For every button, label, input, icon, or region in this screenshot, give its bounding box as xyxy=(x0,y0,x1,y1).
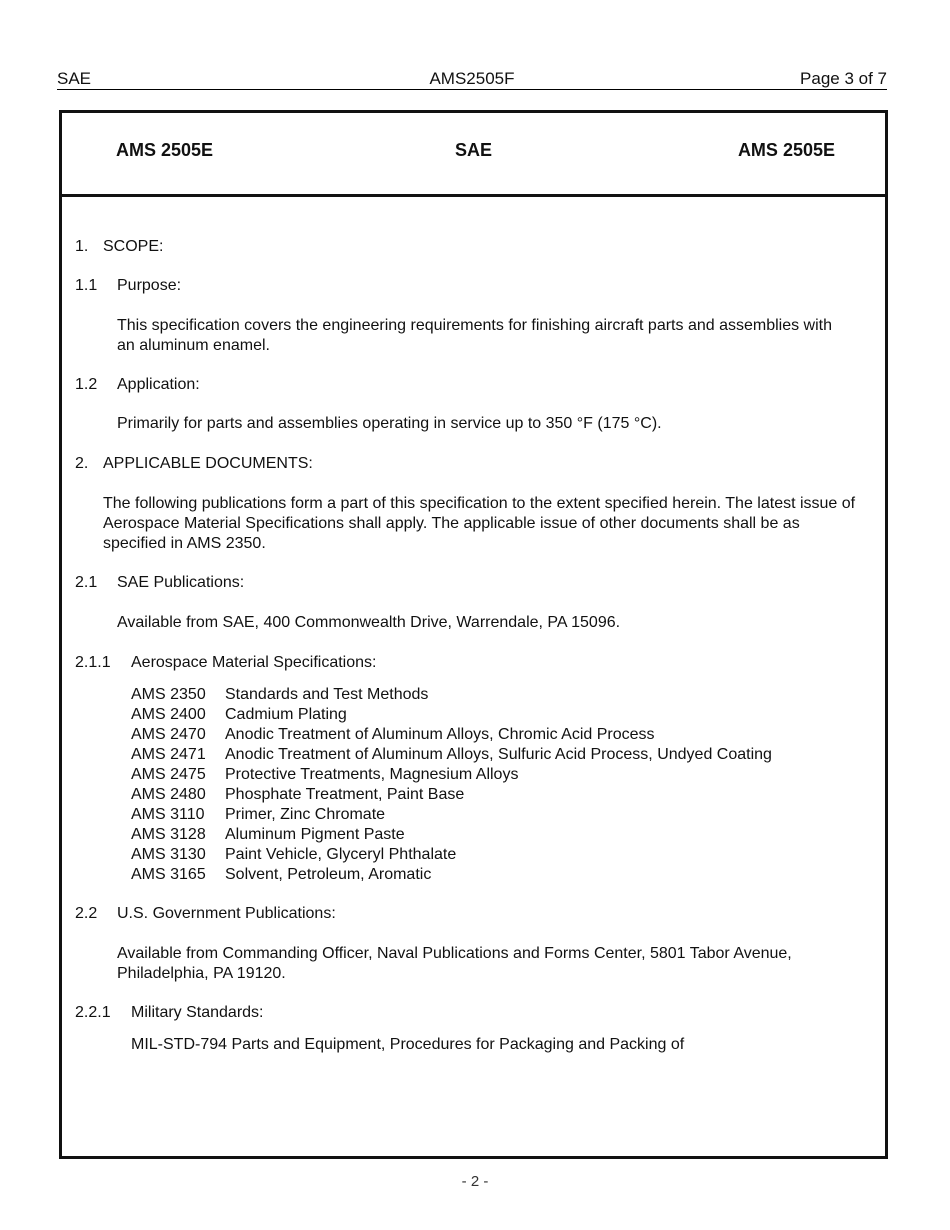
section-1-2-heading xyxy=(75,375,200,395)
section-number: 2. xyxy=(75,455,89,472)
section-1-1-heading xyxy=(75,276,182,296)
ams-desc: Anodic Treatment of Aluminum Alloys, Chromic Acid Process xyxy=(225,726,655,743)
list-item xyxy=(131,825,405,845)
section-2-1-text: Available from SAE, 400 Commonwealth Drive, Warrendale, PA 15096. xyxy=(117,614,621,631)
section-1-2-text: Primarily for parts and assemblies operating in service up to 350 °F (175 °C). xyxy=(117,415,662,432)
list-item xyxy=(131,785,465,805)
ams-code: AMS 2480 xyxy=(131,786,206,803)
section-title: Purpose: xyxy=(117,277,182,294)
ams-code: AMS 2471 xyxy=(131,746,206,763)
running-header-org: SAE xyxy=(57,69,92,88)
section-title: APPLICABLE DOCUMENTS: xyxy=(103,455,313,472)
ams-desc: Primer, Zinc Chromate xyxy=(225,806,386,823)
ams-desc: Aluminum Pigment Paste xyxy=(225,826,405,843)
ams-desc: Standards and Test Methods xyxy=(225,686,429,703)
section-number: 1. xyxy=(75,238,89,255)
ams-desc: Phosphate Treatment, Paint Base xyxy=(225,786,465,803)
list-item xyxy=(131,745,772,765)
section-2-2-1-heading xyxy=(75,1003,264,1023)
section-title: Application: xyxy=(117,376,200,393)
ams-code: AMS 3165 xyxy=(131,866,206,883)
ams-code: AMS 2350 xyxy=(131,686,206,703)
ams-code: AMS 3128 xyxy=(131,826,206,843)
section-title: SCOPE: xyxy=(103,238,164,255)
section-number: 2.1 xyxy=(75,574,98,591)
ams-code: AMS 2400 xyxy=(131,706,206,723)
section-title: Aerospace Material Specifications: xyxy=(131,654,377,671)
list-item xyxy=(131,725,655,745)
ams-desc: Anodic Treatment of Aluminum Alloys, Sulfuric Acid Process, Undyed Coating xyxy=(225,746,772,763)
list-item xyxy=(131,865,432,885)
section-2-1-heading xyxy=(75,573,245,593)
section-number: 2.2.1 xyxy=(75,1004,111,1021)
document-body xyxy=(62,113,885,1156)
section-title: U.S. Government Publications: xyxy=(117,905,336,922)
section-1-heading xyxy=(75,237,164,257)
running-header-page: Page 3 of 7 xyxy=(800,69,887,88)
ams-desc: Cadmium Plating xyxy=(225,706,347,723)
ams-desc: Paint Vehicle, Glyceryl Phthalate xyxy=(225,846,457,863)
section-title: SAE Publications: xyxy=(117,574,245,591)
document-frame xyxy=(59,110,888,1159)
frame-header-center: SAE xyxy=(454,140,492,160)
running-header-doc-id: AMS2505F xyxy=(429,69,515,88)
list-item xyxy=(131,705,347,725)
section-2-1-1-heading xyxy=(75,653,377,673)
list-item xyxy=(131,765,519,785)
section-number: 1.1 xyxy=(75,277,98,294)
section-title: Military Standards: xyxy=(131,1004,264,1021)
frame-header-left: AMS 2505E xyxy=(116,140,214,160)
mil-std-item: MIL-STD-794 Parts and Equipment, Procedures for Packaging and Packing of xyxy=(131,1036,685,1053)
list-item xyxy=(131,685,429,705)
section-2-heading xyxy=(75,454,313,474)
section-1-1-text: This specification covers the engineering requirements for finishing aircraft parts and assemblies with an aluminum enamel. xyxy=(117,317,833,354)
ams-code: AMS 3110 xyxy=(131,806,205,823)
section-2-2-text: Available from Commanding Officer, Naval Publications and Forms Center, 5801 Tabor Avenue, Philadelphia, PA 19120. xyxy=(117,945,792,982)
list-item xyxy=(131,845,457,865)
list-item xyxy=(131,805,386,825)
section-2-text: The following publications form a part of this specification to the extent specified herein. The latest issue of Aerospace Material Specifications shall apply. The applicable issue of other documents shall be as specified in AMS 2350. xyxy=(103,495,856,552)
ams-desc: Solvent, Petroleum, Aromatic xyxy=(225,866,432,883)
ams-code: AMS 3130 xyxy=(131,846,206,863)
section-number: 2.2 xyxy=(75,905,98,922)
frame-header-right: AMS 2505E xyxy=(737,140,835,160)
running-header xyxy=(57,69,887,90)
ams-code: AMS 2475 xyxy=(131,766,206,783)
section-number: 2.1.1 xyxy=(75,654,111,671)
ams-code: AMS 2470 xyxy=(131,726,206,743)
section-2-2-heading xyxy=(75,904,336,924)
section-number: 1.2 xyxy=(75,376,98,393)
ams-desc: Protective Treatments, Magnesium Alloys xyxy=(225,766,519,783)
page-number: - 2 - xyxy=(461,1173,489,1190)
